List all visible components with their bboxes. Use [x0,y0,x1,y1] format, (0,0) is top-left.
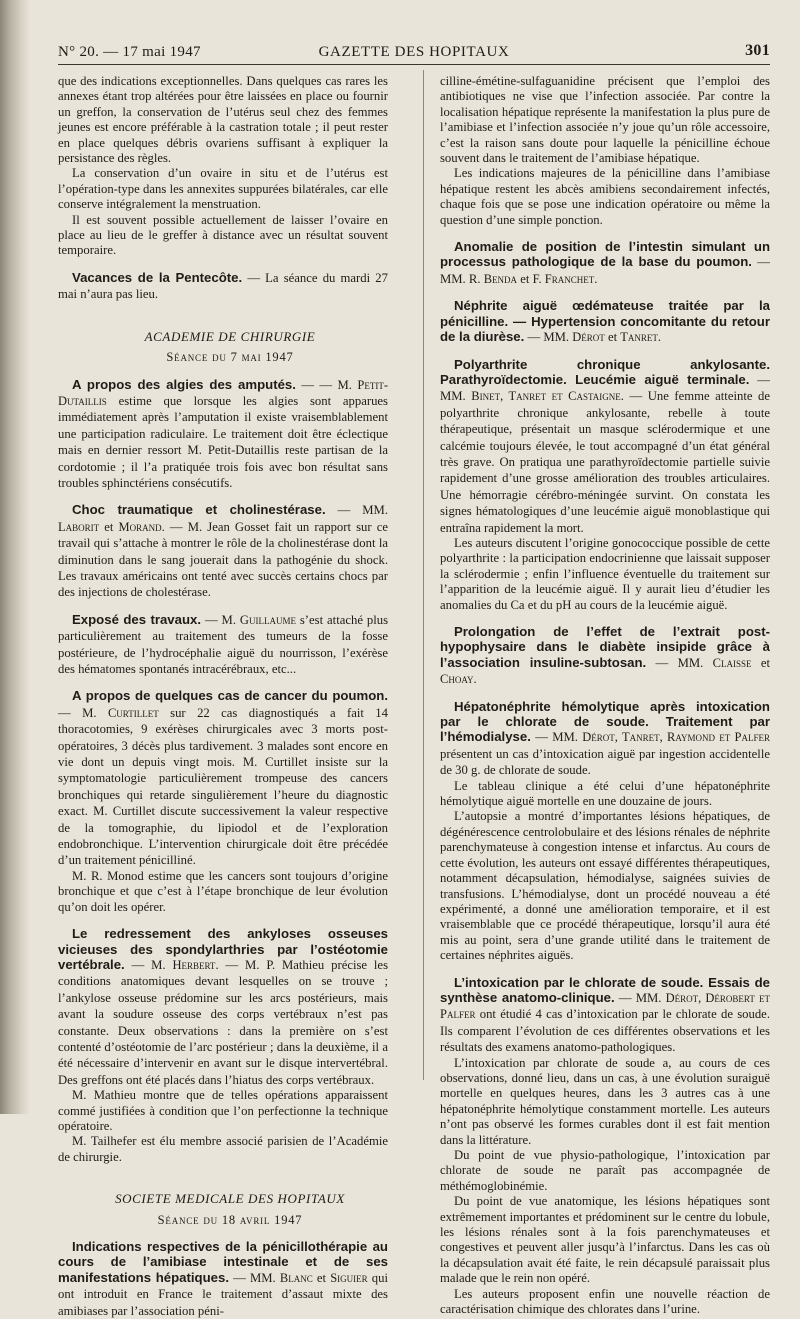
article-text: — La séance du mardi 27 mai n’aura pas lieu. [58,270,388,302]
author-and: et [751,655,770,670]
article-text: . — Une femme atteinte de polyarthrite chronique ankylosante, rebelle à toute thérapeutique, présentait un masque sclérodermique et une calcémie toujours élevée, le tout accompagné d’un état général très grave. On pratiqua une parathyroïdectomie partielle suivie rapidement d’une grosse amélioration des troubles articulaires. Une hémorragie cérébro-méningée survint. On constata les signes hématologiques d’une leucémie aiguë monoblastique qui entraîna rapidement la mort. [440,389,771,535]
article-end: . [594,271,598,286]
author-name: Laborit [58,519,100,534]
article-title: L’intoxication par le chlorate de soude. Essais de synthèse anatomo-clinique. [440,974,770,1005]
page-number: 301 [745,42,770,59]
author-name: Claisse [712,655,752,670]
article-ankyloses [58,926,388,1088]
journal-title: GAZETTE DES HOPITAUX [318,44,510,60]
author-name: Herbert [172,957,216,972]
article-end: . [657,330,662,345]
article-cancer [58,688,388,868]
paragraph: Il est souvent possible actuellement de laisser l’ovaire en place au lieu de le greffer à distance avec un résultat souvent temporaire. [58,212,388,258]
paragraph: que des indications exceptionnelles. Dans quelques cas rares les annexes étant trop altérées pour être laissées en place ou fournir un greffon, la conservation de l’utérus seul chez des femmes jeunes est encore préférable à la castration totale ; il peut rester en place quelques débris ovariens suffisant à expliquer la persistance des règles. [58,74,388,166]
author-name: Benda [483,271,518,286]
author-and: et [604,330,621,345]
article-title: Choc traumatique et cholinestérase. [72,502,326,518]
author-and: et [312,1270,331,1285]
article-title: Exposé des travaux. [72,611,202,627]
paragraph: cilline-émétine-sulfaguanidine précisent que l’emploi des antibiotiques ne vise que l’infection associée. Par contre la localisation hépatique représente la manifestation la plus pure de l’amibiase et l’infection associée n’y joue qu’un rôle accessoire, c’est la raison sans doute pour laquelle la pénicilline échoue souvent dans le traitement de l’amibiase hépatique. [440,74,770,166]
page-header [58,40,770,64]
paragraph: M. R. Monod estime que les cancers sont toujours d’origine bronchique et que c’est à l’étape bronchique de leur évolution qu’on doit les opérer. [58,868,388,914]
author-name: Morand [118,519,162,534]
article-polyarthrite [440,357,770,536]
author-and: et [517,271,533,286]
article-title: A propos des algies des amputés. [72,376,296,392]
article-text: s’est attaché plus particulièrement au traitement des tumeurs de la fosse postérieure, de l’hydrocéphalie aiguë du nourrisson, l’exérèse des hématomes spontanés intracérébraux, etc... [58,612,389,676]
author-name: Tanret [620,330,658,345]
author-name: Blanc [279,1270,313,1285]
article-title: Anomalie de position de l’intestin simulant un processus pathologique de la base du poumon. [440,239,770,270]
article-title: Hépatonéphrite hémolytique après intoxication par le chlorate de soude. Traitement par l’hémodialyse. [440,698,770,745]
section-title-societe: SOCIETE MEDICALE DES HOPITAUX [115,1191,345,1207]
article-prolongation [440,624,770,688]
paragraph: L’autopsie a montré d’importantes lésions hépatiques, de dégénérescence centrolobulaire et des lésions rénales de néphrite parenchymateuse à congestion intense et infarctus. Au cours de cette évolution, les auteurs ont essayé différentes thérapeutiques, notamment décapsulation, hémodialyse, saignées suivies de transfusions. L’hémodialyse, dont un procédé nouveau a été expérimenté, a donné une amélioration temporaire, et il est vraisemblable que ce procédé thérapeutique, lorsqu’il aura été mis au point, sera d’une grande utilité dans le traitement de certaines néphrites aiguës. [440,809,770,963]
article-title: Vacances de la Pentecôte. [72,269,243,285]
article-intoxication [440,975,770,1056]
article-algies [58,377,388,492]
article-text: . — M. P. Mathieu précise les conditions anatomiques devant lesquelles on se trouve ; l’ankylose osseuse prédomine sur les arcs postérieurs, mais avant la soudure osseuse des corps vertébraux n’est pas constante. Deux observations : dans la première on s’est contenté d’ostéotomie de l’arc postérieur ; dans la deuxième, il a été nécessaire d’intervenir en avant sur le disque intervertébral. Des greffons ont été placés dans l’hiatus des corps vertébraux. [58,957,389,1087]
article-nephrite [440,298,770,345]
author-name: Dérot [572,330,605,345]
article-indications [58,1239,388,1319]
article-text: ont étudié 4 cas d’intoxication par le chlorate de soude. Ils comparent l’évolution de ces différentes observations et les résultats des examens anatomo-pathologiques. [440,1007,770,1055]
article-dash: — M. [124,957,173,972]
author-name: Curtillet [107,705,159,720]
article-text: présentent un cas d’intoxication aiguë par ingestion accidentelle de 30 g. de chlorate de soude. [440,746,770,778]
paragraph: La conservation d’un ovaire in situ et de l’utérus est l’opération-type dans les annexites suppurées bilatérales, car elle conserve intégralement la menstruation. [58,166,388,212]
article-title: Le redressement des ankyloses osseuses vicieuses des spondylarthries par l’ostéotomie vertébrale. [58,926,388,972]
article-dash: — MM. R. [440,255,770,286]
article-dash: — MM. [530,730,583,745]
article-choc [58,502,388,600]
article-vacances [58,270,388,303]
paragraph: Du point de vue physio-pathologique, l’intoxication par chlorate de soude ne paraît pas accompagnée de méthémoglobinémie. [440,1148,770,1193]
author-name: Siguier [330,1270,368,1285]
article-title: Prolongation de l’effet de l’extrait post-hypophysaire dans le diabète insipide grâce à l’association insuline-subtosan. [440,624,770,670]
article-dash: — M. [58,705,108,720]
paragraph: M. Mathieu montre que de telles opérations apparaissent commé justifiées à condition que l’on perfectionne la technique opératoire. [58,1088,388,1133]
article-text: estime que lorsque les algies sont apparues immédiatement après l’amputation il existe vraisemblablement une participation radiculaire. Le traitement doit être éclectique mais en dernier ressort M. Petit-Dutaillis reste partisan de la cordotomie ; il l’a pratiquée trois fois avec bon résultat sans troubles sphinctériens consécutifs. [58,393,388,490]
article-text: sur 22 cas diagnostiqués a fait 14 thoracotomies, 9 exérèses chirurgicales avec 3 morts post-opératoires, 3 décès plus tardivement. 3 malades sont encore en vie dont un depuis vingt mois. M. Curtillet insiste sur la symptomatologie particulièrement trompeuse des cancers bronchiques qui retarde singulièrement l’heure du diagnostic exact. M. Curtillet discute successivement la valeur respective de la tomographie, du lipiodol et de l’exploration endobronchique. L’intervention chirurgicale doit être précédée d’un traitement pénicilliné. [58,705,388,868]
paragraph: L’intoxication par chlorate de soude a, au cours de ces observations, donné lieu, dans un cas, à une évolution suraiguë mortelle en quelques heures, dans les 3 autres cas à une hépatonéphrite hémolytique constamment mortelle. Les auteurs n’ont pas observé les formes curables dont il est fait mention dans la littérature. [440,1055,770,1147]
article-dash: — MM. [229,1270,280,1285]
article-title: Indications respectives de la pénicillothérapie au cours de l’amibiase intestinale et de ses manifestations hépatiques. [58,1239,388,1285]
article-title: Néphrite aiguë œdémateuse traitée par la pénicilline. — Hypertension concomitante du retour de la diurèse. [440,298,770,345]
seance-date: Séance du 18 avril 1947 [157,1212,303,1227]
paragraph: M. Tailhefer est élu membre associé parisien de l’Académie de chirurgie. [58,1134,388,1164]
article-expose [58,612,388,678]
article-dash: — — M. [295,377,358,392]
paragraph: Les auteurs discutent l’origine gonococcique possible de cette polyarthrite : la participation endocrinienne que laissait supposer la sclérodermie ; enfin l’influence éventuelle du traitement sur l’apparition de la leucémie aiguë. Il y aurait lieu d’étudier les anomalies du Ca et du pH au cours de la leucémie aiguë. [440,535,770,612]
author-name: F. Franchet [532,271,595,286]
article-dash: — MM. [646,655,713,670]
article-dash: — MM. [440,372,770,404]
seance-date: Séance du 7 mai 1947 [166,350,294,365]
article-dash: — MM. [325,503,389,518]
article-dash: — MM. [614,990,666,1005]
column-divider [423,70,424,1080]
author-names: Dérot, Dérobert et Palfer [440,990,770,1022]
paragraph: Le tableau clinique a été celui d’une hépatonéphrite hémolytique aiguë mortelle en une douzaine de jours. [440,778,770,809]
paragraph: Les indications majeures de la pénicilline dans l’amibiase hépatique restent les abcès amibiens secondairement infectés, chaque fois que se pose une indication opératoire ou même la question d’une simple ponction. [440,166,770,227]
article-text: qui ont introduit en France le traitement d’assaut mixte des amibiases par l’association péni- [58,1270,389,1318]
author-names: Binet, Tanret et Castaigne [471,389,621,404]
article-text: . — M. Jean Gosset fait un rapport sur ce travail qui s’attache à montrer le rôle de la cholinestérase dont la diminution dans le sang jouerait dans la pathogénie du shock. Les travaux américains ont tenté avec succès certains chocs par des injections de cholestérase. [58,519,388,600]
author-name: Choay [440,672,474,687]
article-title: Polyarthrite chronique ankylosante. Parathyroïdectomie. Leucémie aiguë terminale. [440,356,770,387]
article-dash: — MM. [524,330,573,345]
page-binding-edge [0,0,30,1114]
article-dash: — M. [201,612,240,627]
section-title-academie: ACADEMIE DE CHIRURGIE [144,328,316,344]
left-column [58,74,388,1319]
header-rule [58,64,770,65]
author-and: et [99,519,119,534]
author-name: Guillaume [239,612,296,627]
article-hepatonephrite [440,699,770,779]
paragraph: Du point de vue anatomique, les lésions hépatiques sont extrêmement importantes et prédominent sur le centre du lobule, les lésions rénales sont à la fois parenchymateuses et congestives et peuvent aller jusqu’à l’infarctus. Dans les cas où la décapsulation avait été faite, le rein décapsulé paraissait plus malade que le rein non opéré. [440,1194,770,1286]
article-end: . [473,672,477,687]
paragraph: Les auteurs proposent enfin une nouvelle réaction de caractérisation chimique des chlorates dans l’urine. [440,1286,770,1317]
article-anomalie [440,239,770,287]
author-name: Petit-Dutaillis [58,377,388,408]
article-title: A propos de quelques cas de cancer du poumon. [72,688,388,704]
issue-date: N° 20. — 17 mai 1947 [58,44,201,60]
author-names: Dérot, Tanret, Raymond et Palfer [582,730,770,745]
right-column [440,74,770,1317]
